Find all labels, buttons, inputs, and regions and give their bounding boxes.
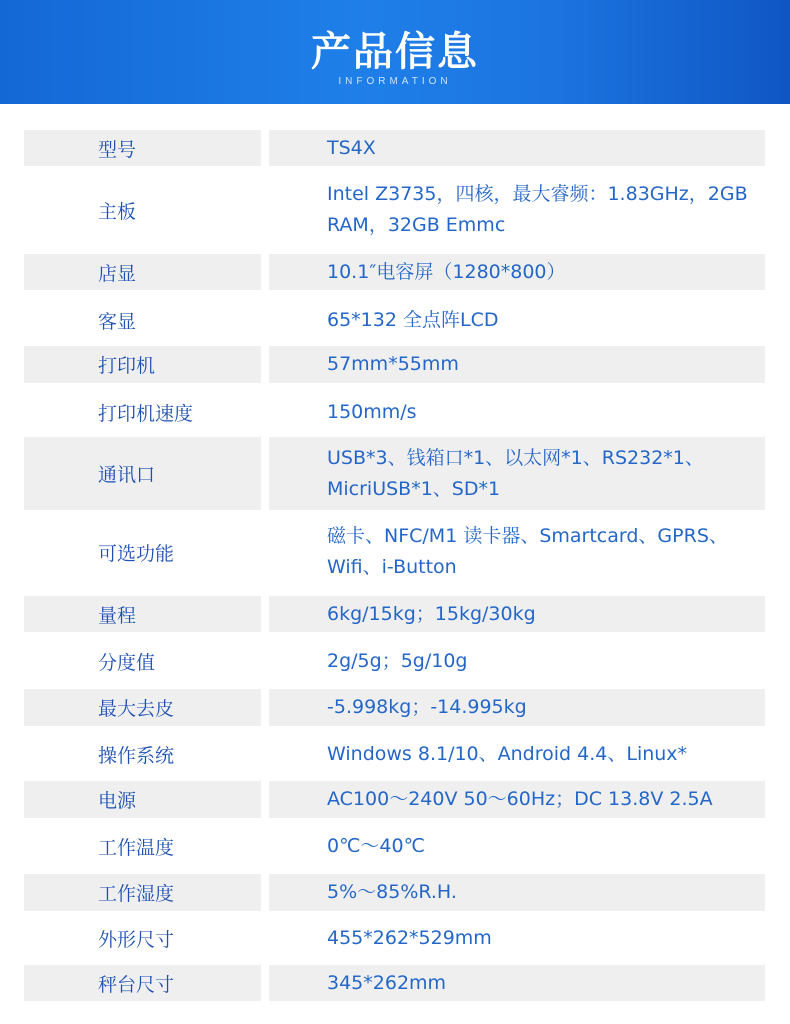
spec-label-cell bbox=[24, 596, 261, 632]
header-banner bbox=[0, 0, 790, 104]
spec-value-cell bbox=[269, 826, 765, 866]
spec-row-customer-display bbox=[0, 300, 790, 340]
page-title: 产品信息 bbox=[311, 29, 479, 75]
spec-label: 型号 bbox=[98, 138, 137, 161]
spec-value: 6kg/15kg；15kg/30kg bbox=[327, 602, 536, 625]
spec-label-cell bbox=[24, 300, 261, 340]
spec-value: USB*3、钱箱口*1、以太网*1、RS232*1、MicriUSB*1、SD*1 bbox=[327, 446, 704, 500]
spec-row-model bbox=[0, 130, 790, 166]
spec-value: Intel Z3735，四核，最大睿频：1.83GHz，2GB RAM，32GB Emmc bbox=[327, 183, 748, 236]
spec-value-cell bbox=[269, 781, 765, 818]
spec-label: 量程 bbox=[98, 604, 137, 627]
spec-row-operating-humidity bbox=[0, 874, 790, 911]
spec-label-cell bbox=[24, 392, 261, 432]
spec-label: 可选功能 bbox=[98, 542, 175, 565]
spec-row-options bbox=[0, 515, 790, 589]
spec-value: 345*262mm bbox=[327, 971, 447, 994]
spec-value-cell bbox=[269, 596, 765, 632]
spec-row-platform-size bbox=[0, 965, 790, 1001]
spec-value-cell bbox=[269, 515, 765, 589]
spec-value: 150mm/s bbox=[327, 400, 417, 423]
spec-value-cell bbox=[269, 918, 765, 958]
spec-row-mainboard bbox=[0, 171, 790, 249]
spec-label: 外形尺寸 bbox=[98, 928, 175, 951]
spec-label-cell bbox=[24, 346, 261, 383]
spec-label: 通讯口 bbox=[98, 464, 156, 486]
spec-label: 秤台尺寸 bbox=[98, 973, 175, 996]
spec-value: Windows 8.1/10、Android 4.4、Linux* bbox=[327, 742, 688, 765]
spec-label-cell bbox=[24, 734, 261, 774]
spec-row-power bbox=[0, 781, 790, 818]
spec-value: 57mm*55mm bbox=[327, 353, 459, 375]
spec-label-cell bbox=[24, 254, 261, 290]
spec-value-cell bbox=[269, 300, 765, 340]
spec-value-cell bbox=[269, 254, 765, 290]
spec-value: 2g/5g；5g/10g bbox=[327, 649, 468, 672]
spec-label-cell bbox=[24, 918, 261, 958]
spec-row-capacity bbox=[0, 596, 790, 632]
spec-row-operating-temp bbox=[0, 826, 790, 866]
spec-value: TS4X bbox=[327, 136, 376, 159]
spec-label: 客显 bbox=[98, 310, 137, 333]
spec-value-cell bbox=[269, 346, 765, 383]
spec-value-cell bbox=[269, 171, 765, 249]
spec-label: 打印机 bbox=[98, 355, 156, 377]
spec-row-printer-speed bbox=[0, 392, 790, 432]
spec-label-cell bbox=[24, 515, 261, 589]
spec-label: 店显 bbox=[98, 262, 137, 285]
spec-row-os bbox=[0, 734, 790, 774]
page-subtitle: INFORMATION bbox=[338, 76, 452, 87]
spec-label: 电源 bbox=[98, 790, 137, 812]
spec-label-cell bbox=[24, 689, 261, 726]
spec-row-store-display bbox=[0, 254, 790, 290]
spec-label: 操作系统 bbox=[98, 744, 175, 767]
spec-label-cell bbox=[24, 874, 261, 911]
spec-label-cell bbox=[24, 965, 261, 1001]
spec-row-dimensions bbox=[0, 918, 790, 958]
spec-value: 65*132 全点阵LCD bbox=[327, 308, 499, 331]
spec-value: AC100～240V 50～60Hz；DC 13.8V 2.5A bbox=[327, 788, 713, 810]
spec-value: 455*262*529mm bbox=[327, 926, 492, 949]
spec-value: 5%～85%R.H. bbox=[327, 881, 457, 903]
spec-value-cell bbox=[269, 965, 765, 1001]
spec-label: 打印机速度 bbox=[98, 402, 194, 425]
spec-label-cell bbox=[24, 171, 261, 249]
spec-value-cell bbox=[269, 130, 765, 166]
spec-label: 工作湿度 bbox=[98, 883, 175, 905]
spec-value-cell bbox=[269, 642, 765, 680]
spec-label: 主板 bbox=[98, 200, 137, 223]
spec-value-cell bbox=[269, 734, 765, 774]
spec-label-cell bbox=[24, 781, 261, 818]
spec-value: -5.998kg；-14.995kg bbox=[327, 696, 527, 718]
spec-label: 分度值 bbox=[98, 651, 156, 674]
spec-value-cell bbox=[269, 392, 765, 432]
spec-value-cell bbox=[269, 689, 765, 726]
spec-value-cell bbox=[269, 874, 765, 911]
spec-value: 10.1″电容屏（1280*800） bbox=[327, 260, 566, 283]
spec-value: 0℃～40℃ bbox=[327, 834, 425, 857]
spec-label-cell bbox=[24, 437, 261, 510]
spec-row-printer bbox=[0, 346, 790, 383]
spec-row-division bbox=[0, 642, 790, 680]
spec-label-cell bbox=[24, 130, 261, 166]
spec-label: 最大去皮 bbox=[98, 698, 175, 720]
spec-label-cell bbox=[24, 826, 261, 866]
spec-row-ports bbox=[0, 437, 790, 510]
spec-value-cell bbox=[269, 437, 765, 510]
spec-label-cell bbox=[24, 642, 261, 680]
spec-row-max-tare bbox=[0, 689, 790, 726]
spec-label: 工作温度 bbox=[98, 836, 175, 859]
spec-value: 磁卡、NFC/M1 读卡器、Smartcard、GPRS、Wifi、i-Button bbox=[327, 525, 728, 578]
